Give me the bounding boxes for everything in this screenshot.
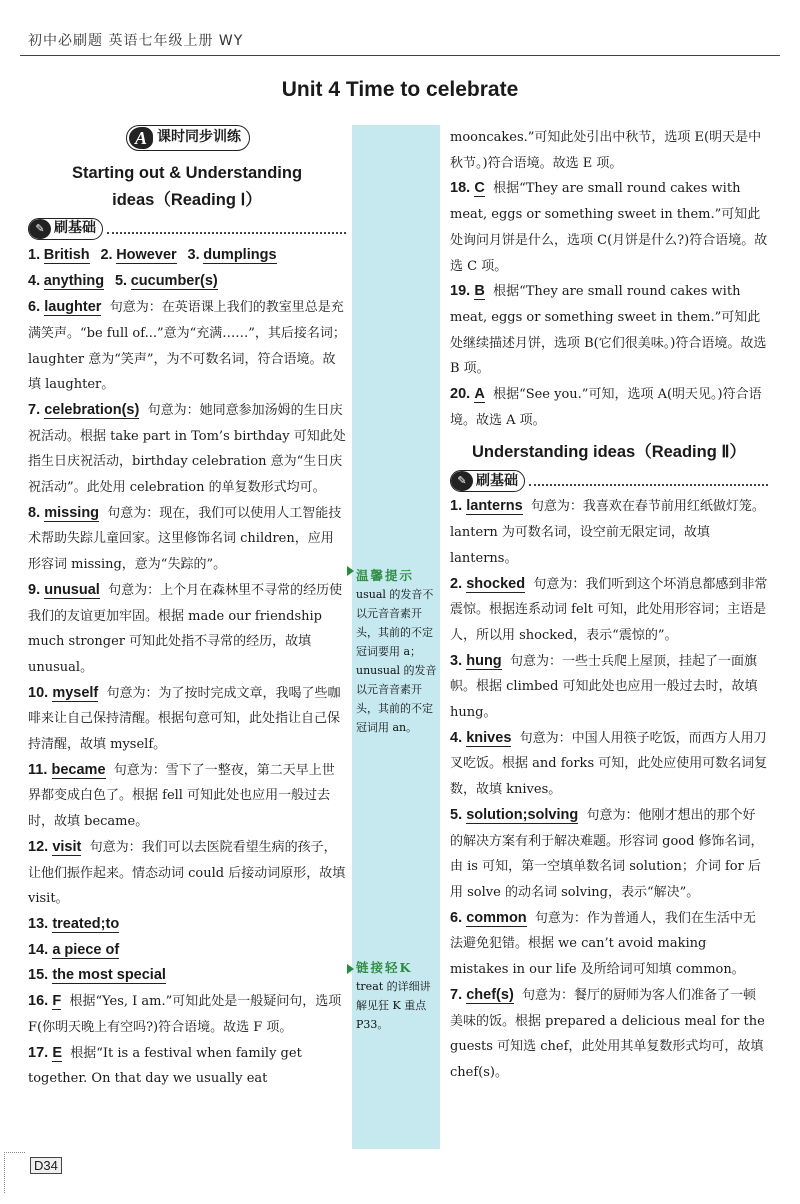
- tip-note-usual: [356, 566, 438, 737]
- tip-body: usual 的发音不以元音音素开头，其前的不定冠词要用 a；unusual 的发音以元音音素开头，其前的不定冠词用 an。: [356, 588, 437, 734]
- header-divider: [20, 55, 780, 56]
- answer-item: 17. E 根据“It is a festival when family get together. On that day we usually eat: [28, 1044, 302, 1087]
- tip-heading: 链接轻K: [356, 960, 413, 975]
- badge-letter: A: [129, 127, 153, 149]
- footer-decoration: [4, 1152, 25, 1193]
- answer-item: 13. treated;to: [28, 915, 120, 932]
- answer-item: 15. the most special: [28, 967, 166, 984]
- section-title: Understanding ideas（Reading Ⅱ）: [472, 443, 746, 462]
- sub-heading: ✎ 刷基础: [28, 218, 346, 240]
- brush-icon: ✎: [451, 471, 473, 491]
- answer-item: 3. hung 句意为：一些士兵爬上屋顶，挂起了一面旗帜。根据 climbed 可知此处也应用一般过去时，故填 hung。: [450, 652, 758, 721]
- section-title: Starting out & Understanding: [71, 163, 303, 182]
- page-header: 初中必刷题 英语七年级上册 WY: [28, 33, 244, 49]
- answer-row: 1. British 2. However 3. dumplings: [28, 246, 277, 263]
- answer-item: 7. chef(s) 句意为：餐厅的厨师为客人们准备了一顿美味的饭。根据 prepared a delicious meal for the guests 可知选 chef，此处用其单复数形式均可，故填 chef(s)。: [450, 986, 765, 1080]
- answer-item: 18. C 根据“They are small round cakes with meat, eggs or something sweet in them.”可知此处询问月饼是什么，选项 C(月饼是什么?)符合语境。故选 C 项。: [450, 180, 768, 274]
- tip-body: treat 的详细讲解见狂 K 重点 P33。: [356, 980, 431, 1031]
- answer-item: 10. myself 句意为：为了按时完成文章，我喝了些咖啡来让自己保持清醒。根据句意可知，此处指让自己保持清醒，故填 myself。: [28, 684, 341, 753]
- unit-title: Unit 4 Time to celebrate: [281, 78, 519, 101]
- answer-item: 19. B 根据“They are small round cakes with meat, eggs or something sweet in them.”可知此处继续描述月饼，选项 B(它们很美味。)符合语境。故选 B 项。: [450, 283, 767, 377]
- answer-item: 6. laughter 句意为：在英语课上我们的教室里总是充满笑声。“be full of...”意为“充满……”，其后接名词；laughter 意为“笑声”，为不可数名词，符合语境。故填 laughter。: [28, 299, 346, 393]
- answer-item: 14. a piece of: [28, 941, 120, 958]
- dotted-rule: [107, 224, 346, 234]
- answer-row: 4. anything 5. cucumber(s): [28, 273, 218, 290]
- answer-item: 11. became 句意为：雪下了一整夜，第二天早上世界都变成白色了。根据 fell 可知此处也应用一般过去时，故填 became。: [28, 761, 335, 830]
- tip-arrow-icon: [347, 566, 354, 576]
- answer-item: 16. F 根据“Yes, I am.”可知此处是一般疑问句，选项 F(你明天晚上有空吗?)符合语境。故选 F 项。: [28, 993, 342, 1035]
- answer-item: 5. solution;solving 句意为：他刚才想出的那个好的解决方案有利于解决难题。形容词 good 修饰名词，由 is 可知，第一空填单数名词 solution；介词 for 后用 solve 的动名词 solving，表示“解决”。: [450, 806, 764, 900]
- section-badge: [98, 125, 278, 154]
- sub-heading: ✎ 刷基础: [450, 470, 768, 492]
- answer-item: 4. knives 句意为：中国人用筷子吃饭，而西方人用刀叉吃饭。根据 and forks 可知，此处应使用可数名词复数，故填 knives。: [450, 729, 768, 798]
- answer-item: 9. unusual 句意为：上个月在森林里不寻常的经历使我们的友谊更加牢固。根据 made our friendship much stronger 可知此处指不寻常的经历，故填 unusual。: [28, 581, 343, 675]
- answer-item: 6. common 句意为：作为普通人，我们在生活中无法避免犯错。根据 we can’t avoid making mistakes in our life 及所给词可知填 common。: [450, 909, 756, 978]
- page-number: D34: [30, 1157, 62, 1174]
- answer-item: 20. A 根据“See you.”可知，选项 A(明天见。)符合语境。故选 A 项。: [450, 386, 762, 428]
- dotted-rule: [529, 476, 768, 486]
- answer-item: 8. missing 句意为：现在，我们可以使用人工智能技术帮助失踪儿童回家。这里修饰名词 children，应用形容词 missing，意为“失踪的”。: [28, 504, 342, 573]
- tip-arrow-icon: [347, 964, 354, 974]
- section-title: ideas（Reading Ⅰ）: [112, 190, 262, 209]
- answer-continuation: mooncakes.”可知此处引出中秋节，选项 E(明天是中秋节。)符合语境。故选 E 项。: [450, 130, 762, 171]
- left-column: [28, 125, 346, 1092]
- answer-item: 12. visit 句意为：我们可以去医院看望生病的孩子，让他们振作起来。情态动词 could 后接动词原形，故填 visit。: [28, 838, 346, 907]
- answer-item: 7. celebration(s) 句意为：她同意参加汤姆的生日庆祝活动。根据 take part in Tom’s birthday 可知此处指生日庆祝活动，birthday celebration 意为“生日庆祝活动”。此处用 celebration 的单复数形式均可。: [28, 401, 346, 496]
- tip-heading: 温馨提示: [356, 568, 415, 583]
- tip-note-treat: [356, 958, 438, 1034]
- right-column: [450, 125, 768, 1086]
- badge-text: 课时同步训练: [157, 129, 241, 146]
- answer-item: 2. shocked 句意为：我们听到这个坏消息都感到非常震惊。根据连系动词 felt 可知，此处用形容词；主语是人，所以用 shocked，表示“震惊的”。: [450, 575, 768, 643]
- answer-item: 1. lanterns 句意为：我喜欢在春节前用红纸做灯笼。lantern 为可数名词，设空前无限定词，故填 lanterns。: [450, 498, 765, 566]
- brush-icon: ✎: [29, 219, 51, 239]
